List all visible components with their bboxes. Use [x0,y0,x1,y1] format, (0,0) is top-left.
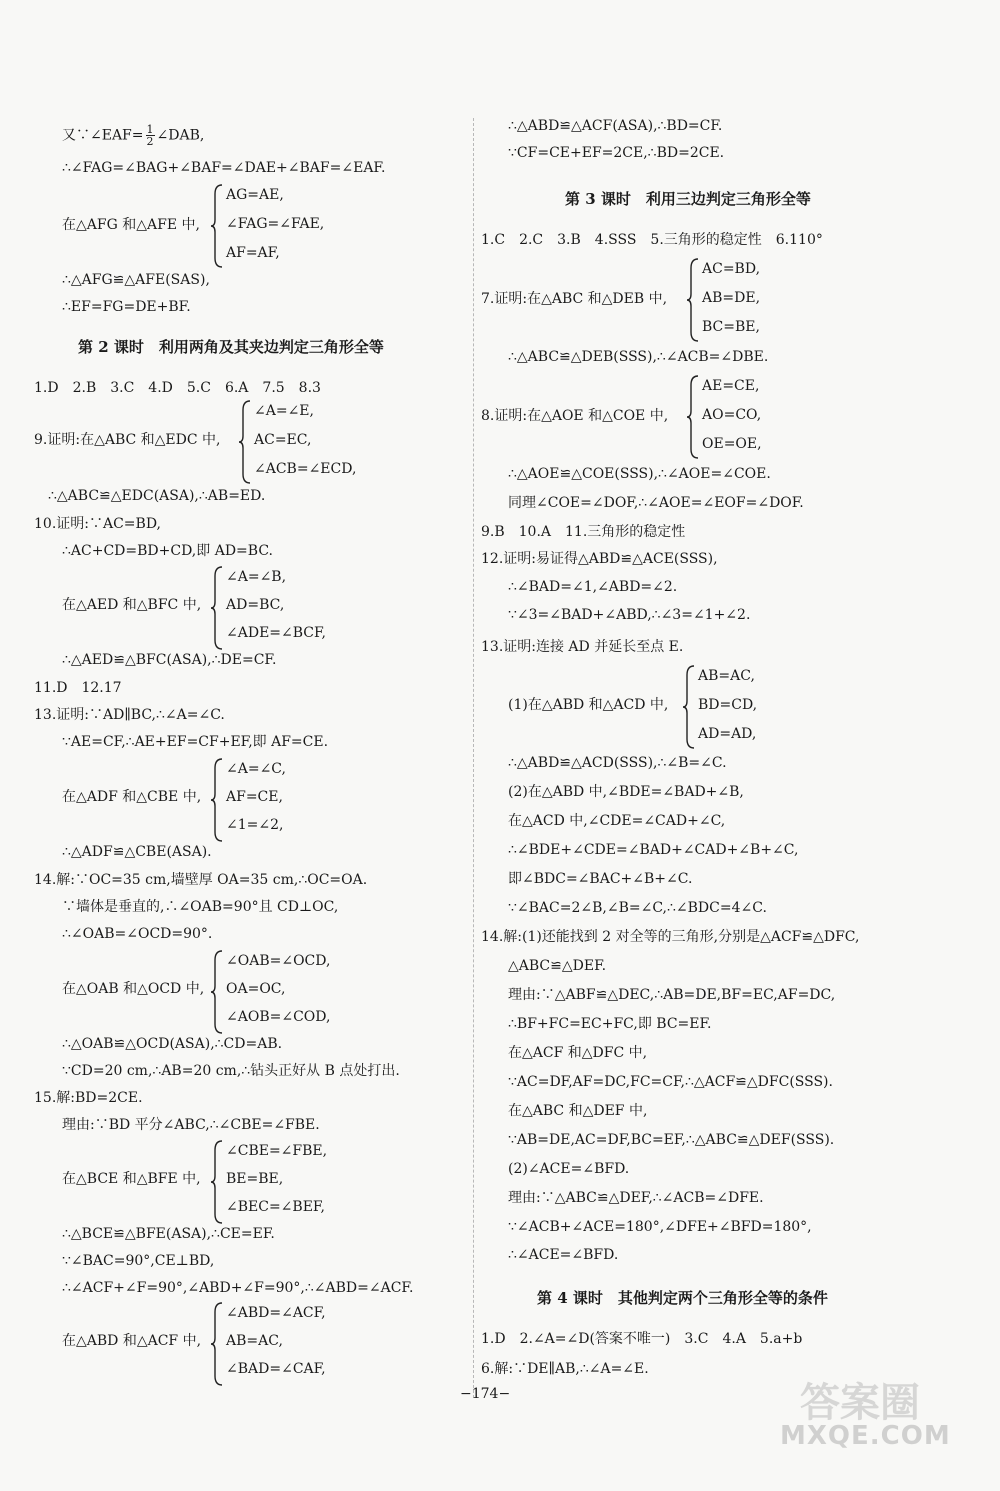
brace-icon [210,1140,224,1224]
section-heading: 第 2 课时 利用两角及其夹边判定三角形全等 [78,338,384,356]
text-line: ∵∠ACB+∠ACE=180°,∠DFE+∠BFD=180°, [508,1219,812,1235]
system-row: OE=OE, [702,436,762,452]
text-line: ∵墙体是垂直的,∴∠OAB=90°且 CD⊥OC, [62,899,339,915]
text-line: 13.证明:连接 AD 并延长至点 E. [481,639,684,655]
system-row: ∠BEC=∠BEF, [226,1199,325,1215]
text-line: 12.证明:易证得△ABD≌△ACE(SSS), [481,551,718,567]
text-line: 6.解:∵DE∥AB,∴∠A=∠E. [481,1361,649,1377]
text-line: 14.解:(1)还能找到 2 对全等的三角形,分别是△ACF≌△DFC, [481,929,860,945]
system-row: AF=AF, [226,245,280,261]
brace-icon [238,400,252,484]
text-line: ∴△ABC≌△EDC(ASA),∴AB=ED. [48,488,266,504]
system-row: AB=AC, [698,668,755,684]
text-line: 同理∠COE=∠DOF,∴∠AOE=∠EOF=∠DOF. [508,495,804,511]
text-line: ∴△ABC≌△DEB(SSS),∴∠ACB=∠DBE. [508,349,769,365]
text-line: ∴∠OAB=∠OCD=90°. [62,926,213,942]
text-line: (2)在△ABD 中,∠BDE=∠BAD+∠B, [508,784,744,800]
system-row: AC=EC, [254,432,312,448]
system-row: ∠BAD=∠CAF, [226,1361,326,1377]
answer-line: 1.C 2.C 3.B 4.SSS 5.三角形的稳定性 6.110° [481,232,823,248]
text-line: 在△ACD 中,∠CDE=∠CAD+∠C, [508,813,726,829]
text: 又∵∠EAF= [62,127,144,144]
system-row: AB=AC, [226,1333,283,1349]
text-line: ∵∠BAC=90°,CE⊥BD, [62,1253,215,1269]
system-label: 在△ABD 和△ACF 中, [62,1333,202,1349]
brace-icon [210,566,224,650]
system-row: ∠CBE=∠FBE, [226,1143,328,1159]
system-label: 在△AED 和△BFC 中, [62,597,202,613]
system-label: 9.证明:在△ABC 和△EDC 中, [34,432,221,448]
text-line: 在△ACF 和△DFC 中, [508,1045,648,1061]
fraction-denominator: 2 [146,135,154,148]
answer-line: 1.D 2.B 3.C 4.D 5.C 6.A 7.5 8.3 [34,380,321,396]
answer-line: 11.D 12.17 [34,680,122,696]
text-line: ∴∠ACF+∠F=90°,∠ABD+∠F=90°,∴∠ABD=∠ACF. [62,1280,414,1296]
system-label: 在△ADF 和△CBE 中, [62,789,202,805]
system-row: AD=AD, [698,726,757,742]
system-row: ∠A=∠C, [226,761,286,777]
system-row: AG=AE, [226,187,284,203]
system-row: ∠ABD=∠ACF, [226,1305,326,1321]
text-line: ∵∠BAC=2∠B,∠B=∠C,∴∠BDC=4∠C. [508,900,767,916]
text-line: ∵AE=CF,∴AE+EF=CF+EF,即 AF=CE. [62,734,329,750]
system-row: BC=BE, [702,319,760,335]
text-line: 10.证明:∵AC=BD, [34,516,161,532]
text-line: ∴△ADF≌△CBE(ASA). [62,844,212,860]
text-line: ∴∠ACE=∠BFD. [508,1247,619,1263]
text-line: 在△ABC 和△DEF 中, [508,1103,648,1119]
watermark-cn: 答案圈 [800,1380,920,1426]
system-row: ∠FAG=∠FAE, [226,216,325,232]
text-line: ∴△AOE≌△COE(SSS),∴∠AOE=∠COE. [508,466,771,482]
text-line: 理由:∵△ABF≌△DEC,∴AB=DE,BF=EC,AF=DC, [508,987,836,1003]
system-row: AE=CE, [702,378,760,394]
text-line: ∴AC+CD=BD+CD,即 AD=BC. [62,543,273,559]
text-line: ∴△AFG≌△AFE(SAS), [62,272,210,288]
system-row: AF=CE, [226,789,283,805]
text-line: ∵AB=DE,AC=DF,BC=EF,∴△ABC≌△DEF(SSS). [508,1132,835,1148]
system-label: 7.证明:在△ABC 和△DEB 中, [481,291,668,307]
system-row: ∠OAB=∠OCD, [226,953,331,969]
text-line: ∴△AED≌△BFC(ASA),∴DE=CF. [62,652,277,668]
system-label: 在△OAB 和△OCD 中, [62,981,205,997]
text-line: 13.证明:∵AD∥BC,∴∠A=∠C. [34,707,225,723]
text-line: ∴△BCE≌△BFE(ASA),∴CE=EF. [62,1226,275,1242]
text-line: ∵∠3=∠BAD+∠ABD,∴∠3=∠1+∠2. [508,607,751,623]
system-row: AC=BD, [702,261,761,277]
fraction-half [146,124,155,147]
system-row: ∠AOB=∠COD, [226,1009,331,1025]
text-line: ∵CD=20 cm,∴AB=20 cm,∴钻头正好从 B 点处打出. [62,1063,400,1079]
system-row: BE=BE, [226,1171,284,1187]
system-row: ∠A=∠E, [254,403,314,419]
text-line: ∵CF=CE+EF=2CE,∴BD=2CE. [508,145,725,161]
system-label: 在△AFG 和△AFE 中, [62,217,200,233]
text-line: 即∠BDC=∠BAC+∠B+∠C. [508,871,693,887]
brace-icon [686,375,700,459]
brace-icon [210,758,224,842]
system-row: AO=CO, [702,407,762,423]
section-heading: 第 4 课时 其他判定两个三角形全等的条件 [537,1289,828,1307]
text-line: ∴△ABD≌△ACD(SSS),∴∠B=∠C. [508,755,727,771]
text-line: ∴△ABD≌△ACF(ASA),∴BD=CF. [508,118,723,134]
system-label: (1)在△ABD 和△ACD 中, [508,697,669,713]
text-line: ∴∠BDE+∠CDE=∠BAD+∠CAD+∠B+∠C, [508,842,799,858]
text-line: ∴∠BAD=∠1,∠ABD=∠2. [508,579,678,595]
system-row: ∠A=∠B, [226,569,287,585]
system-row: AB=DE, [702,290,761,306]
text-line: 15.解:BD=2CE. [34,1090,143,1106]
text-line: ∵AC=DF,AF=DC,FC=CF,∴△ACF≌△DFC(SSS). [508,1074,833,1090]
brace-icon [210,184,224,268]
fraction-numerator: 1 [146,123,154,136]
brace-icon [210,1302,224,1386]
column-divider [473,118,474,1398]
brace-icon [210,950,224,1034]
text-line: ∴∠FAG=∠BAG+∠BAF=∠DAE+∠BAF=∠EAF. [62,160,386,176]
text: ∠DAB, [156,127,205,144]
system-label: 在△BCE 和△BFE 中, [62,1171,201,1187]
line-eaf [62,124,204,147]
text-line: ∴△OAB≌△OCD(ASA),∴CD=AB. [62,1036,283,1052]
brace-icon [686,258,700,342]
answer-line: 1.D 2.∠A=∠D(答案不唯一) 3.C 4.A 5.a+b [481,1331,803,1347]
system-row: ∠ACB=∠ECD, [254,461,357,477]
text-line: 14.解:∵OC=35 cm,墙壁厚 OA=35 cm,∴OC=OA. [34,872,368,888]
text-line: △ABC≌△DEF. [508,958,607,974]
section-heading: 第 3 课时 利用三边判定三角形全等 [565,190,811,208]
answer-line: 9.B 10.A 11.三角形的稳定性 [481,524,686,540]
text-line: ∴EF=FG=DE+BF. [62,299,191,315]
brace-icon [682,665,696,749]
system-row: ∠1=∠2, [226,817,284,833]
text-line: (2)∠ACE=∠BFD. [508,1161,630,1177]
watermark-text: MXQE.COM [780,1421,951,1451]
system-row: ∠ADE=∠BCF, [226,625,326,641]
watermark-logo [780,1371,980,1451]
system-label: 8.证明:在△AOE 和△COE 中, [481,408,669,424]
text-line: 理由:∵BD 平分∠ABC,∴∠CBE=∠FBE. [62,1117,320,1133]
text-line: 理由:∵△ABC≌△DEF,∴∠ACB=∠DFE. [508,1190,764,1206]
system-row: AD=BC, [226,597,285,613]
system-row: OA=OC, [226,981,286,997]
text-line: ∴BF+FC=EC+FC,即 BC=EF. [508,1016,712,1032]
system-row: BD=CD, [698,697,758,713]
page-number: −174− [460,1386,511,1402]
